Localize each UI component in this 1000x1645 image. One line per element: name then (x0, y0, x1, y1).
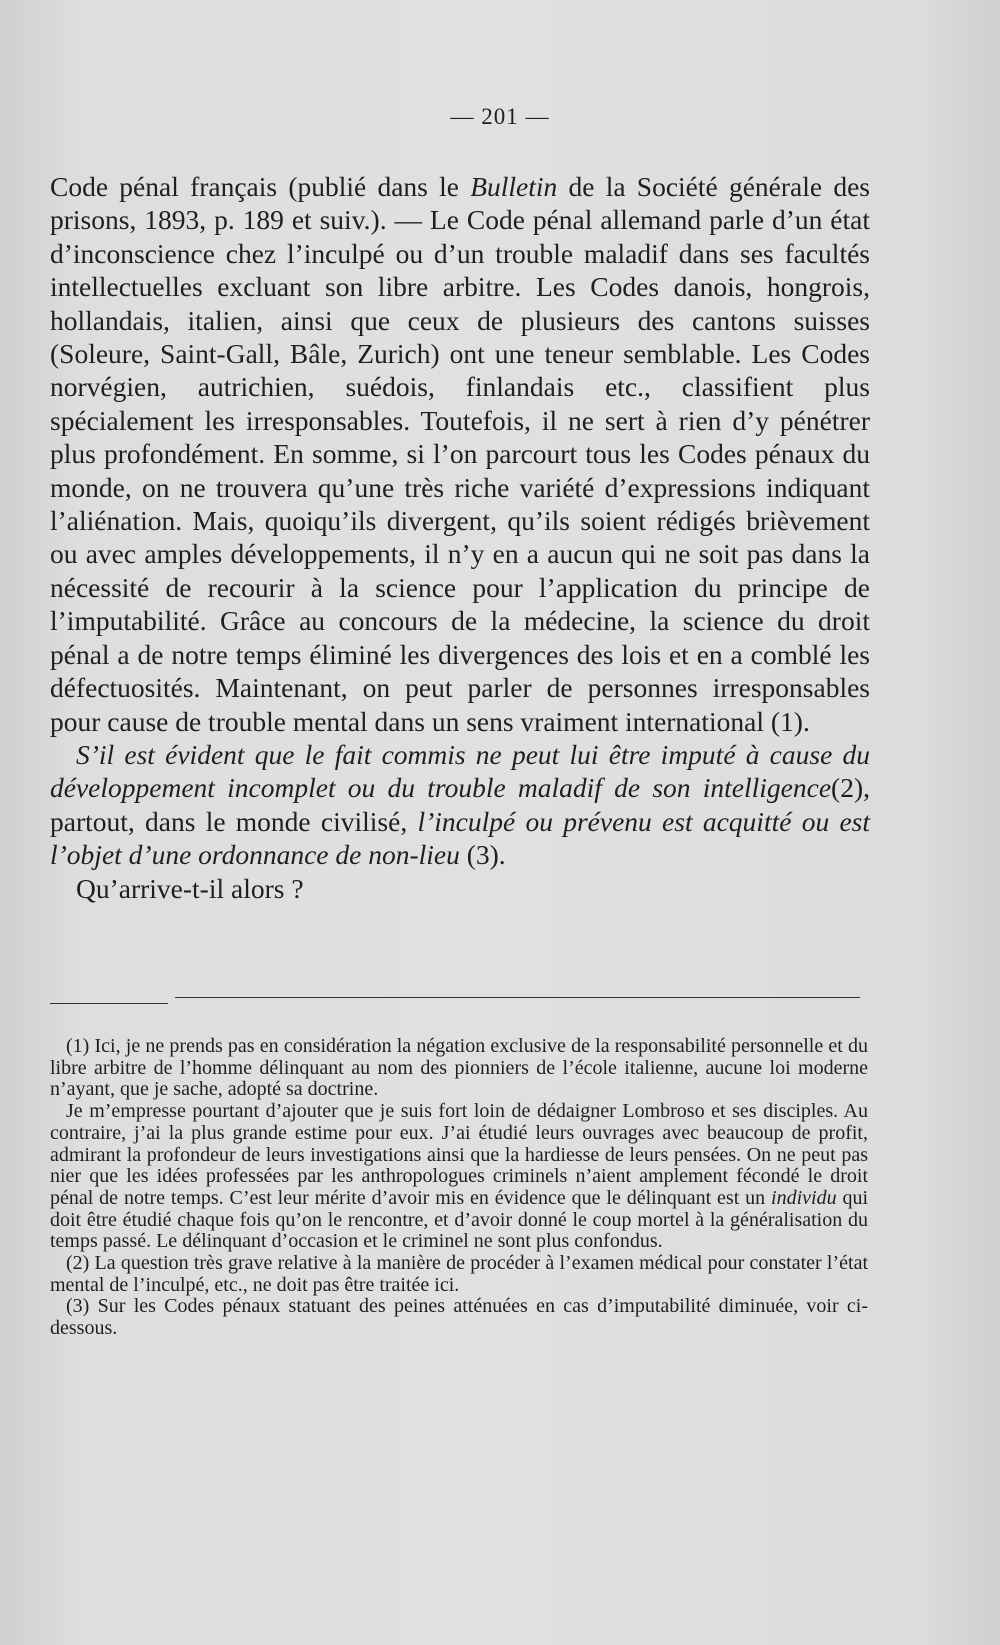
footnote-2: (2) La question très grave relative à la manière de procéder à l’examen médical pour constater l’état mental de l’inculpé, etc., ne doit pas être traitée ici. (50, 1252, 868, 1296)
footnote-1-continued (50, 1101, 868, 1253)
footnote-divider-short (50, 1003, 168, 1004)
paragraph-code-penal (50, 170, 870, 738)
paragraph-text: Code pénal français (publié dans le (50, 171, 471, 202)
footnotes (50, 1036, 868, 1340)
footnote-1: (1) Ici, je ne prends pas en considération la négation exclusive de la responsabilité personnelle et du libre arbitre de l’homme délinquant au nom des pionniers de l’école italienne, aucune loi moderne n’ayant, que je sache, adopté sa doctrine. (50, 1035, 868, 1101)
paragraph-text: (2), partout, dans le monde civilisé, (50, 772, 870, 837)
footnote-text: Je m’empresse pourtant d’ajouter que je suis fort loin de dédaigner Lombroso et ses disciples. Au contraire, j’ai la plus grande estime pour eux. J’ai étudié leurs ouvrages avec beaucoup de profit, admirant la profondeur de leurs investigations ainsi que la hardiesse de leurs pensées. On ne peut pas nier que les idées professées par les anthropologues criminels n’aient amplement fécondé le droit pénal de notre temps. C’est leur mérite d’avoir mis en évidence que le délinquant est un (50, 1100, 868, 1209)
bulletin-title: Bulletin (470, 171, 558, 202)
main-text (50, 170, 870, 905)
footnote-3: (3) Sur les Codes pénaux statuant des peines atténuées en cas d’imputabilité diminuée, voir ci-dessous. (50, 1295, 868, 1340)
paragraph-italic-thesis (50, 738, 870, 872)
paragraph-text: (3). (459, 839, 506, 871)
footnote-divider-long (175, 997, 860, 998)
page-number: — 201 — (450, 104, 550, 129)
footnote-italic: individu (771, 1186, 837, 1209)
paragraph-question: Qu’arrive-t-il alors ? (76, 872, 304, 904)
paragraph-text: de la Société générale des prisons, 1893, p. 189 et suiv.). — Le Code pénal allemand parle d’un état d’inconscience chez l’inculpé ou d’un trouble maladif dans ses facultés intellectuelles excluant son libre arbitre. Les Codes danois, hongrois, hollandais, italien, ainsi que ceux de plusieurs des cantons suisses (Soleure, Saint-Gall, Bâle, Zurich) ont une teneur semblable. Les Codes norvégien, autrichien, suédois, finlandais etc., classifient plus spécialement les irresponsables. Toutefois, il ne sert à rien d’y pénétrer plus profondément. En somme, si l’on parcourt tous les Codes pénaux du monde, on ne trouvera qu’une très riche variété d’expressions indiquant l’aliénation. Mais, quoiqu’ils divergent, qu’ils soient rédigés brièvement ou avec amples développements, il n’y en a aucun qui ne soit pas dans la nécessité de recourir à la science pour l’application du principe de l’imputabilité. Grâce au concours de la médecine, la science du droit pénal a de notre temps éliminé les divergences des lois et en a comblé les défectuosités. Maintenant, on peut parler de personnes irresponsables pour cause de trouble mental dans un sens vraiment international (1). (50, 171, 870, 737)
footnote-text: qui doit être étudié chaque fois qu’on le rencontre, et d’avoir donné le coup mortel à la généralisation du temps passé. Le délinquant d’occasion et le criminel ne sont plus confondus. (50, 1186, 868, 1253)
italic-text: S’il est évident que le fait commis ne peut lui être imputé à cause du développement incomplet ou du trouble maladif de son intelligence (50, 738, 870, 804)
italic-text: l’inculpé ou prévenu est acquitté ou est l’objet d’une ordonnance de non-lieu (50, 805, 871, 871)
